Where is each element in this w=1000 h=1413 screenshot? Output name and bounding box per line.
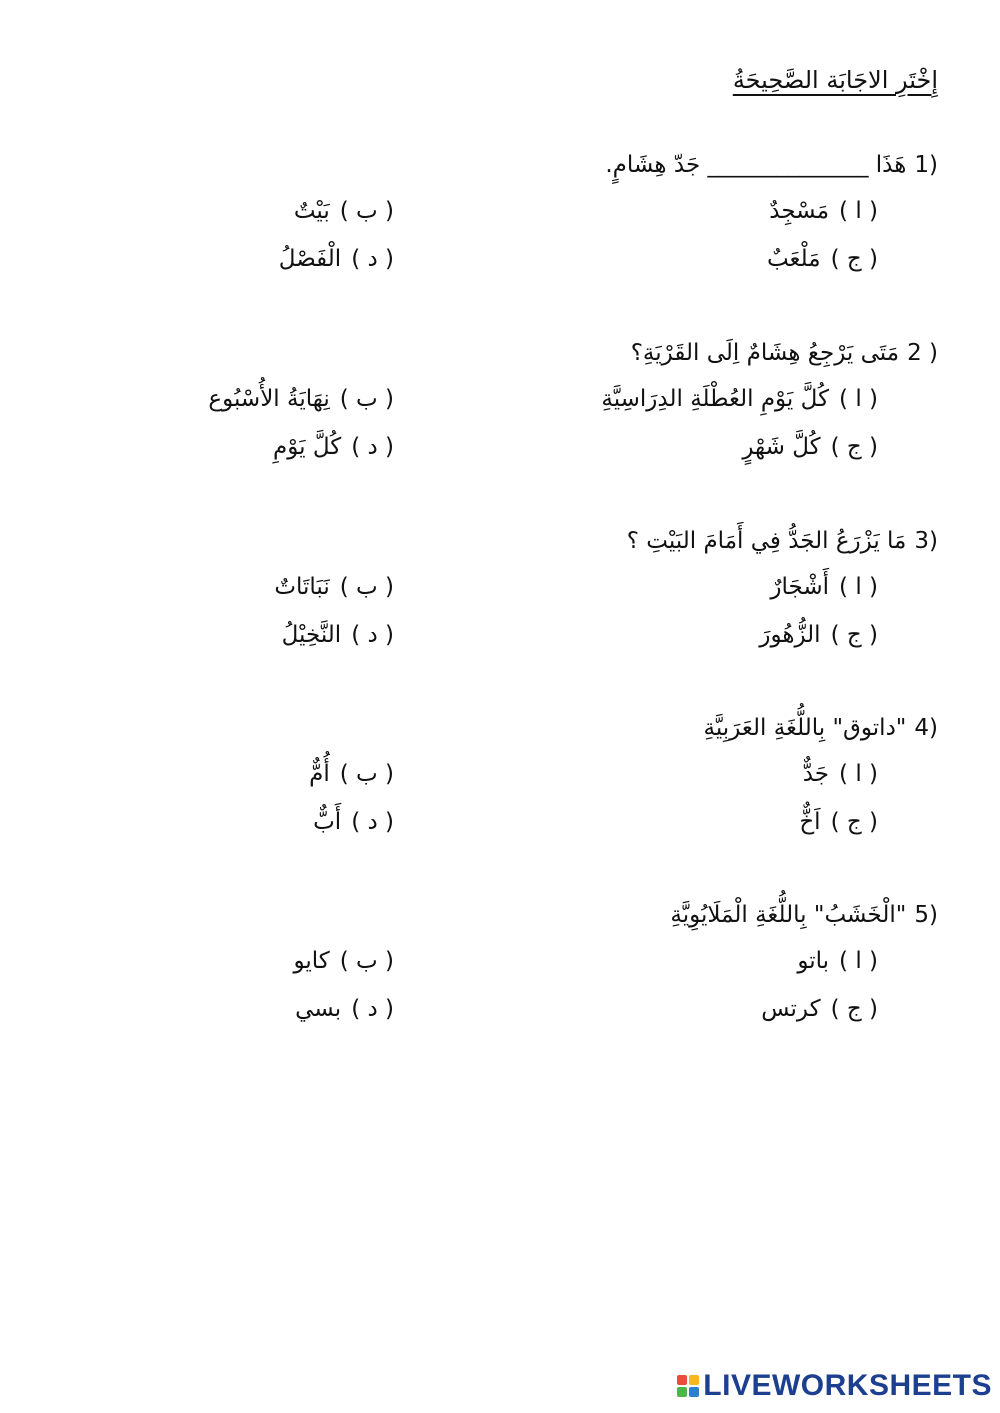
option-label: ( ب ) [339, 198, 394, 224]
option-label: ( ا ) [839, 948, 878, 974]
logo-square [677, 1387, 687, 1397]
liveworksheets-logo-icon [677, 1375, 699, 1397]
option-a[interactable] [770, 574, 878, 600]
option-label: ( د ) [351, 622, 394, 648]
option-label: ( ا ) [839, 386, 878, 412]
option-text: نَبَاتَاتٌ [274, 574, 330, 600]
option-a[interactable] [601, 386, 878, 412]
option-text: مَسْجِدٌ [769, 198, 830, 224]
question-2 [0, 340, 1000, 490]
page-title: إِخْتَرِ الاجَابَة الصَّحِيحَةُ [732, 66, 938, 94]
question-1-text: هَذَا ______________ جَدّ هِشَامٍ. [605, 152, 907, 178]
question-5-number: 5) [914, 902, 938, 928]
option-d[interactable] [279, 246, 394, 272]
option-text: جَدٌّ [802, 761, 830, 787]
logo-square [677, 1375, 687, 1385]
question-3-number: 3) [914, 528, 938, 554]
question-2-number: 2 ) [907, 340, 938, 366]
question-2-line [631, 340, 938, 366]
option-label: ( ب ) [339, 761, 394, 787]
option-d[interactable] [273, 434, 394, 460]
option-b[interactable] [309, 761, 394, 787]
question-4-number: 4) [914, 715, 938, 741]
liveworksheets-brand-text: LIVEWORKSHEETS [703, 1369, 992, 1402]
option-label: ( د ) [351, 246, 394, 272]
option-b[interactable] [294, 198, 394, 224]
option-label: ( ج ) [830, 996, 878, 1022]
option-c[interactable] [742, 434, 878, 460]
option-text: كايو [293, 948, 330, 974]
question-4 [0, 715, 1000, 865]
option-text: أَشْجَارٌ [770, 574, 830, 600]
option-text: النَّخِيْلُ [281, 622, 342, 648]
question-1-number: 1) [914, 152, 938, 178]
logo-square [689, 1387, 699, 1397]
option-d[interactable] [295, 996, 394, 1022]
question-3-text: مَا يَزْرَعُ الجَدُّ فِي أَمَامَ البَيْتِ ؟ [626, 528, 907, 554]
option-label: ( ا ) [839, 198, 878, 224]
option-a[interactable] [769, 198, 878, 224]
liveworksheets-logo[interactable] [677, 1369, 992, 1403]
option-c[interactable] [767, 246, 878, 272]
option-text: مَلْعَبٌ [766, 246, 821, 272]
question-5-text: "الْخَشَبُ" بِاللُّغَةِ الْمَلَايُوِيَّةِ [670, 902, 907, 928]
option-b[interactable] [274, 574, 394, 600]
option-text: باتو [797, 948, 830, 974]
question-4-line [704, 715, 938, 741]
question-1 [0, 152, 1000, 302]
question-5-line [670, 902, 938, 928]
option-label: ( ج ) [830, 246, 878, 272]
option-d[interactable] [282, 622, 394, 648]
question-4-text: "داتوق" بِاللُّغَةِ العَرَبِيَّةِ [703, 715, 907, 741]
option-text: كُلَّ شَهْرٍ [742, 434, 821, 460]
option-label: ( ب ) [339, 574, 394, 600]
option-label: ( ا ) [839, 761, 878, 787]
option-label: ( ا ) [839, 574, 878, 600]
question-5 [0, 902, 1000, 1052]
option-a[interactable] [803, 761, 878, 787]
option-label: ( ب ) [339, 948, 394, 974]
option-text: أَبٌّ [313, 809, 342, 835]
option-text: كُلَّ يَوْمِ [272, 434, 342, 460]
option-label: ( ج ) [830, 434, 878, 460]
option-d[interactable] [313, 809, 394, 835]
option-label: ( د ) [351, 809, 394, 835]
option-c[interactable] [759, 622, 878, 648]
option-text: اَخٌّ [799, 809, 821, 835]
option-c[interactable] [761, 996, 878, 1022]
question-1-line [605, 152, 938, 178]
logo-square [689, 1375, 699, 1385]
option-a[interactable] [797, 948, 878, 974]
option-b[interactable] [208, 386, 394, 412]
option-text: كُلَّ يَوْمِ العُطْلَةِ الدِرَاسِيَّةِ [601, 386, 830, 412]
option-label: ( د ) [351, 434, 394, 460]
option-text: بَيْتٌ [293, 198, 330, 224]
option-text: أُمٌّ [309, 761, 330, 787]
question-2-text: مَتَى يَرْجِعُ هِشَامٌ اِلَى القَرْيَةِ؟ [630, 340, 900, 366]
option-label: ( ج ) [830, 809, 878, 835]
question-3-line [627, 528, 938, 554]
option-b[interactable] [294, 948, 394, 974]
option-text: الْفَصْلُ [278, 246, 342, 272]
option-text: كرتس [761, 996, 821, 1022]
option-label: ( د ) [351, 996, 394, 1022]
option-label: ( ب ) [339, 386, 394, 412]
option-label: ( ج ) [830, 622, 878, 648]
question-3 [0, 528, 1000, 678]
option-c[interactable] [799, 809, 878, 835]
option-text: الزُّهُورَ [759, 622, 821, 648]
option-text: بسي [295, 996, 342, 1022]
option-text: نِهَايَةُ الأُسْبُوع [208, 386, 330, 412]
